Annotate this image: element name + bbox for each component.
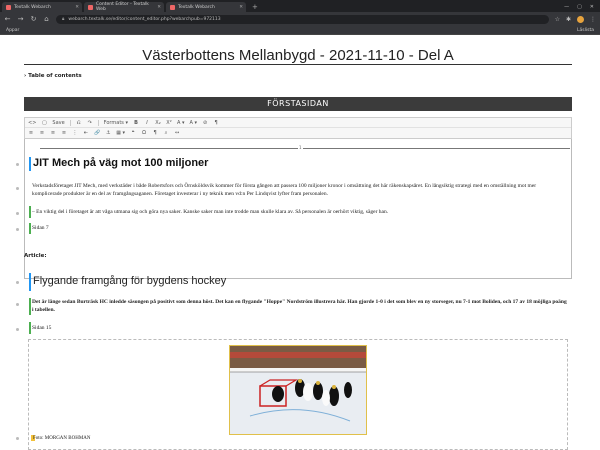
align-left-button[interactable]: ≡ (28, 130, 34, 136)
source-code-button[interactable]: <> (28, 119, 37, 126)
toolbar-row-1 (25, 118, 571, 128)
article-quote[interactable]: – En viktig del i företaget är att våga utmana sig och göra nya saker. Kanske saker man inte trodde man skulle klara av. Så personalen är oerhört viktig, säger han. (32, 209, 389, 215)
block-marker (29, 273, 31, 291)
save-button[interactable]: Save (52, 119, 65, 126)
url-text: webarch.textalk.se/editor/content_editor.php?webarchpub=972113 (68, 16, 221, 22)
block-marker (29, 223, 31, 234)
bookmark-apps[interactable]: Appar (6, 27, 20, 33)
close-window-icon[interactable]: ✕ (589, 4, 594, 10)
page-title: Västerbottens Mellanbygd - 2021-11-10 - Del A (142, 47, 454, 64)
block-handle[interactable] (16, 228, 19, 231)
table-dropdown[interactable]: ▦ ▾ (116, 130, 126, 136)
window-controls (564, 2, 600, 12)
star-icon[interactable]: ☆ (554, 15, 560, 23)
italic-button[interactable]: I (146, 119, 148, 126)
photo-caption[interactable]: Foto: MORGAN BOHMAN (33, 436, 91, 441)
browser-right-icons (555, 16, 596, 23)
minimize-icon[interactable]: — (564, 4, 570, 10)
redo-button[interactable]: ↷ (87, 119, 92, 126)
title-divider (24, 64, 572, 65)
browser-tab-3[interactable] (166, 2, 246, 12)
block-marker (29, 322, 31, 334)
article-label: Article: (24, 253, 47, 259)
reload-icon[interactable]: ↻ (30, 15, 37, 23)
home-icon[interactable]: ⌂ (44, 15, 49, 23)
block-handle[interactable] (16, 187, 19, 190)
article-headline[interactable]: Flygande framgång för bygdens hockey (33, 275, 227, 287)
browser-tab-1[interactable] (2, 2, 82, 12)
page-reference[interactable]: Sidan 15 (32, 325, 52, 331)
close-icon[interactable]: ✕ (239, 4, 243, 10)
align-center-button[interactable]: ≡ (39, 130, 45, 136)
tab-label: Textalk Webarch (178, 4, 215, 10)
show-blocks-button[interactable]: ¶ (153, 130, 157, 136)
block-marker (29, 206, 31, 218)
page-content (0, 35, 600, 450)
tab-favicon-icon (88, 5, 93, 10)
tab-label: Content Editor - Textalk Web (96, 2, 149, 12)
outdent-button[interactable]: ⇤ (83, 130, 89, 136)
fullscreen-button[interactable]: ↔ (174, 130, 180, 136)
photo-image (230, 346, 367, 435)
toolbar-row-2 (25, 128, 571, 138)
block-handle[interactable] (16, 303, 19, 306)
tab-favicon-icon (170, 5, 175, 10)
page-reference[interactable]: Sidan 7 (32, 225, 49, 231)
tab-favicon-icon (6, 5, 11, 10)
anchor-button[interactable]: ⚓ (105, 130, 111, 136)
superscript-button[interactable]: X² (166, 119, 172, 126)
close-icon[interactable]: ✕ (157, 4, 161, 10)
block-handle[interactable] (16, 163, 19, 166)
editor-toolbar (24, 117, 572, 139)
close-icon[interactable]: ✕ (75, 4, 79, 10)
section-header: FÖRSTASIDAN (24, 97, 572, 111)
blockquote-button[interactable]: ❝ (131, 130, 135, 136)
extensions-icon[interactable]: ✱ (565, 15, 571, 23)
find-replace-button[interactable]: ⌕ (164, 130, 168, 136)
browser-tab-bar (0, 0, 600, 12)
avatar[interactable] (577, 16, 584, 23)
undo-button[interactable]: ⎌ (76, 119, 81, 126)
hockey-photo[interactable] (229, 345, 367, 435)
new-document-button[interactable]: ▢ (42, 119, 47, 126)
toolbar-separator (70, 120, 71, 126)
justify-button[interactable]: ≡ (61, 130, 67, 136)
link-button[interactable]: 🔗 (94, 130, 101, 136)
bookmark-reading-list[interactable]: Läslista (577, 27, 594, 33)
bullet-list-button[interactable]: ⋮ (72, 130, 78, 136)
article-headline[interactable]: JIT Mech på väg mot 100 miljoner (33, 157, 209, 169)
subscript-button[interactable]: X₂ (155, 119, 161, 126)
bookmarks-bar (0, 26, 600, 35)
bold-button[interactable]: B (134, 119, 138, 126)
address-bar (0, 12, 600, 26)
formats-dropdown[interactable]: Formats ▾ (103, 119, 128, 126)
article-lead[interactable]: Verkstadsföretaget JIT Mech, med verkstäder i både Robertsfors och Örnsköldsvik kommer för första gången att passera 100 miljoner kronor i omsättning det här räkenskapsåret. En långsiktig strategi med en omställning mot mer komplicerade produkter är en del av framgångsaganen. Företaget investerar i ny teknik men vd:n Per Lindqvist lyfter fram personalen. (32, 183, 537, 197)
block-handle[interactable] (16, 328, 19, 331)
menu-icon[interactable]: ⋮ (590, 15, 596, 23)
forward-icon[interactable]: → (17, 15, 24, 23)
table-of-contents-link[interactable]: › Table of contents (24, 73, 82, 79)
new-tab-icon[interactable]: + (252, 3, 258, 11)
paragraph-button[interactable]: ¶ (214, 119, 218, 126)
block-marker (29, 298, 31, 315)
separator-marker: 1 (299, 145, 302, 150)
background-color-button[interactable]: A ▾ (189, 119, 198, 126)
back-icon[interactable]: ← (4, 15, 11, 23)
maximize-icon[interactable]: ▢ (577, 4, 582, 10)
special-char-button[interactable]: Ω (142, 130, 146, 136)
article-separator (40, 148, 570, 149)
toolbar-separator (98, 120, 99, 126)
block-marker (29, 157, 31, 171)
lock-icon: 🔒︎ (62, 17, 65, 22)
tab-label: Textalk Webarch (14, 4, 51, 10)
block-handle[interactable] (16, 212, 19, 215)
clear-format-button[interactable]: ⊘ (202, 119, 208, 126)
block-handle[interactable] (16, 437, 19, 440)
image-block[interactable] (28, 339, 568, 450)
browser-tab-2[interactable] (84, 2, 164, 12)
url-input[interactable] (56, 15, 549, 24)
align-right-button[interactable]: ≡ (50, 130, 56, 136)
article-lead[interactable]: Det är länge sedan Burträsk HC inledde säsongen på positivt som denna höst. Det kan en flygande "Hoppe" Nordström illustrera här. Han gjorde 1-0 i det som blev en ny storseger, nu 7-1 mot Boliden, och 17 av 18 möjliga poäng i tabellen. (32, 299, 567, 313)
text-color-button[interactable]: A ▾ (177, 119, 185, 126)
block-handle[interactable] (16, 281, 19, 284)
